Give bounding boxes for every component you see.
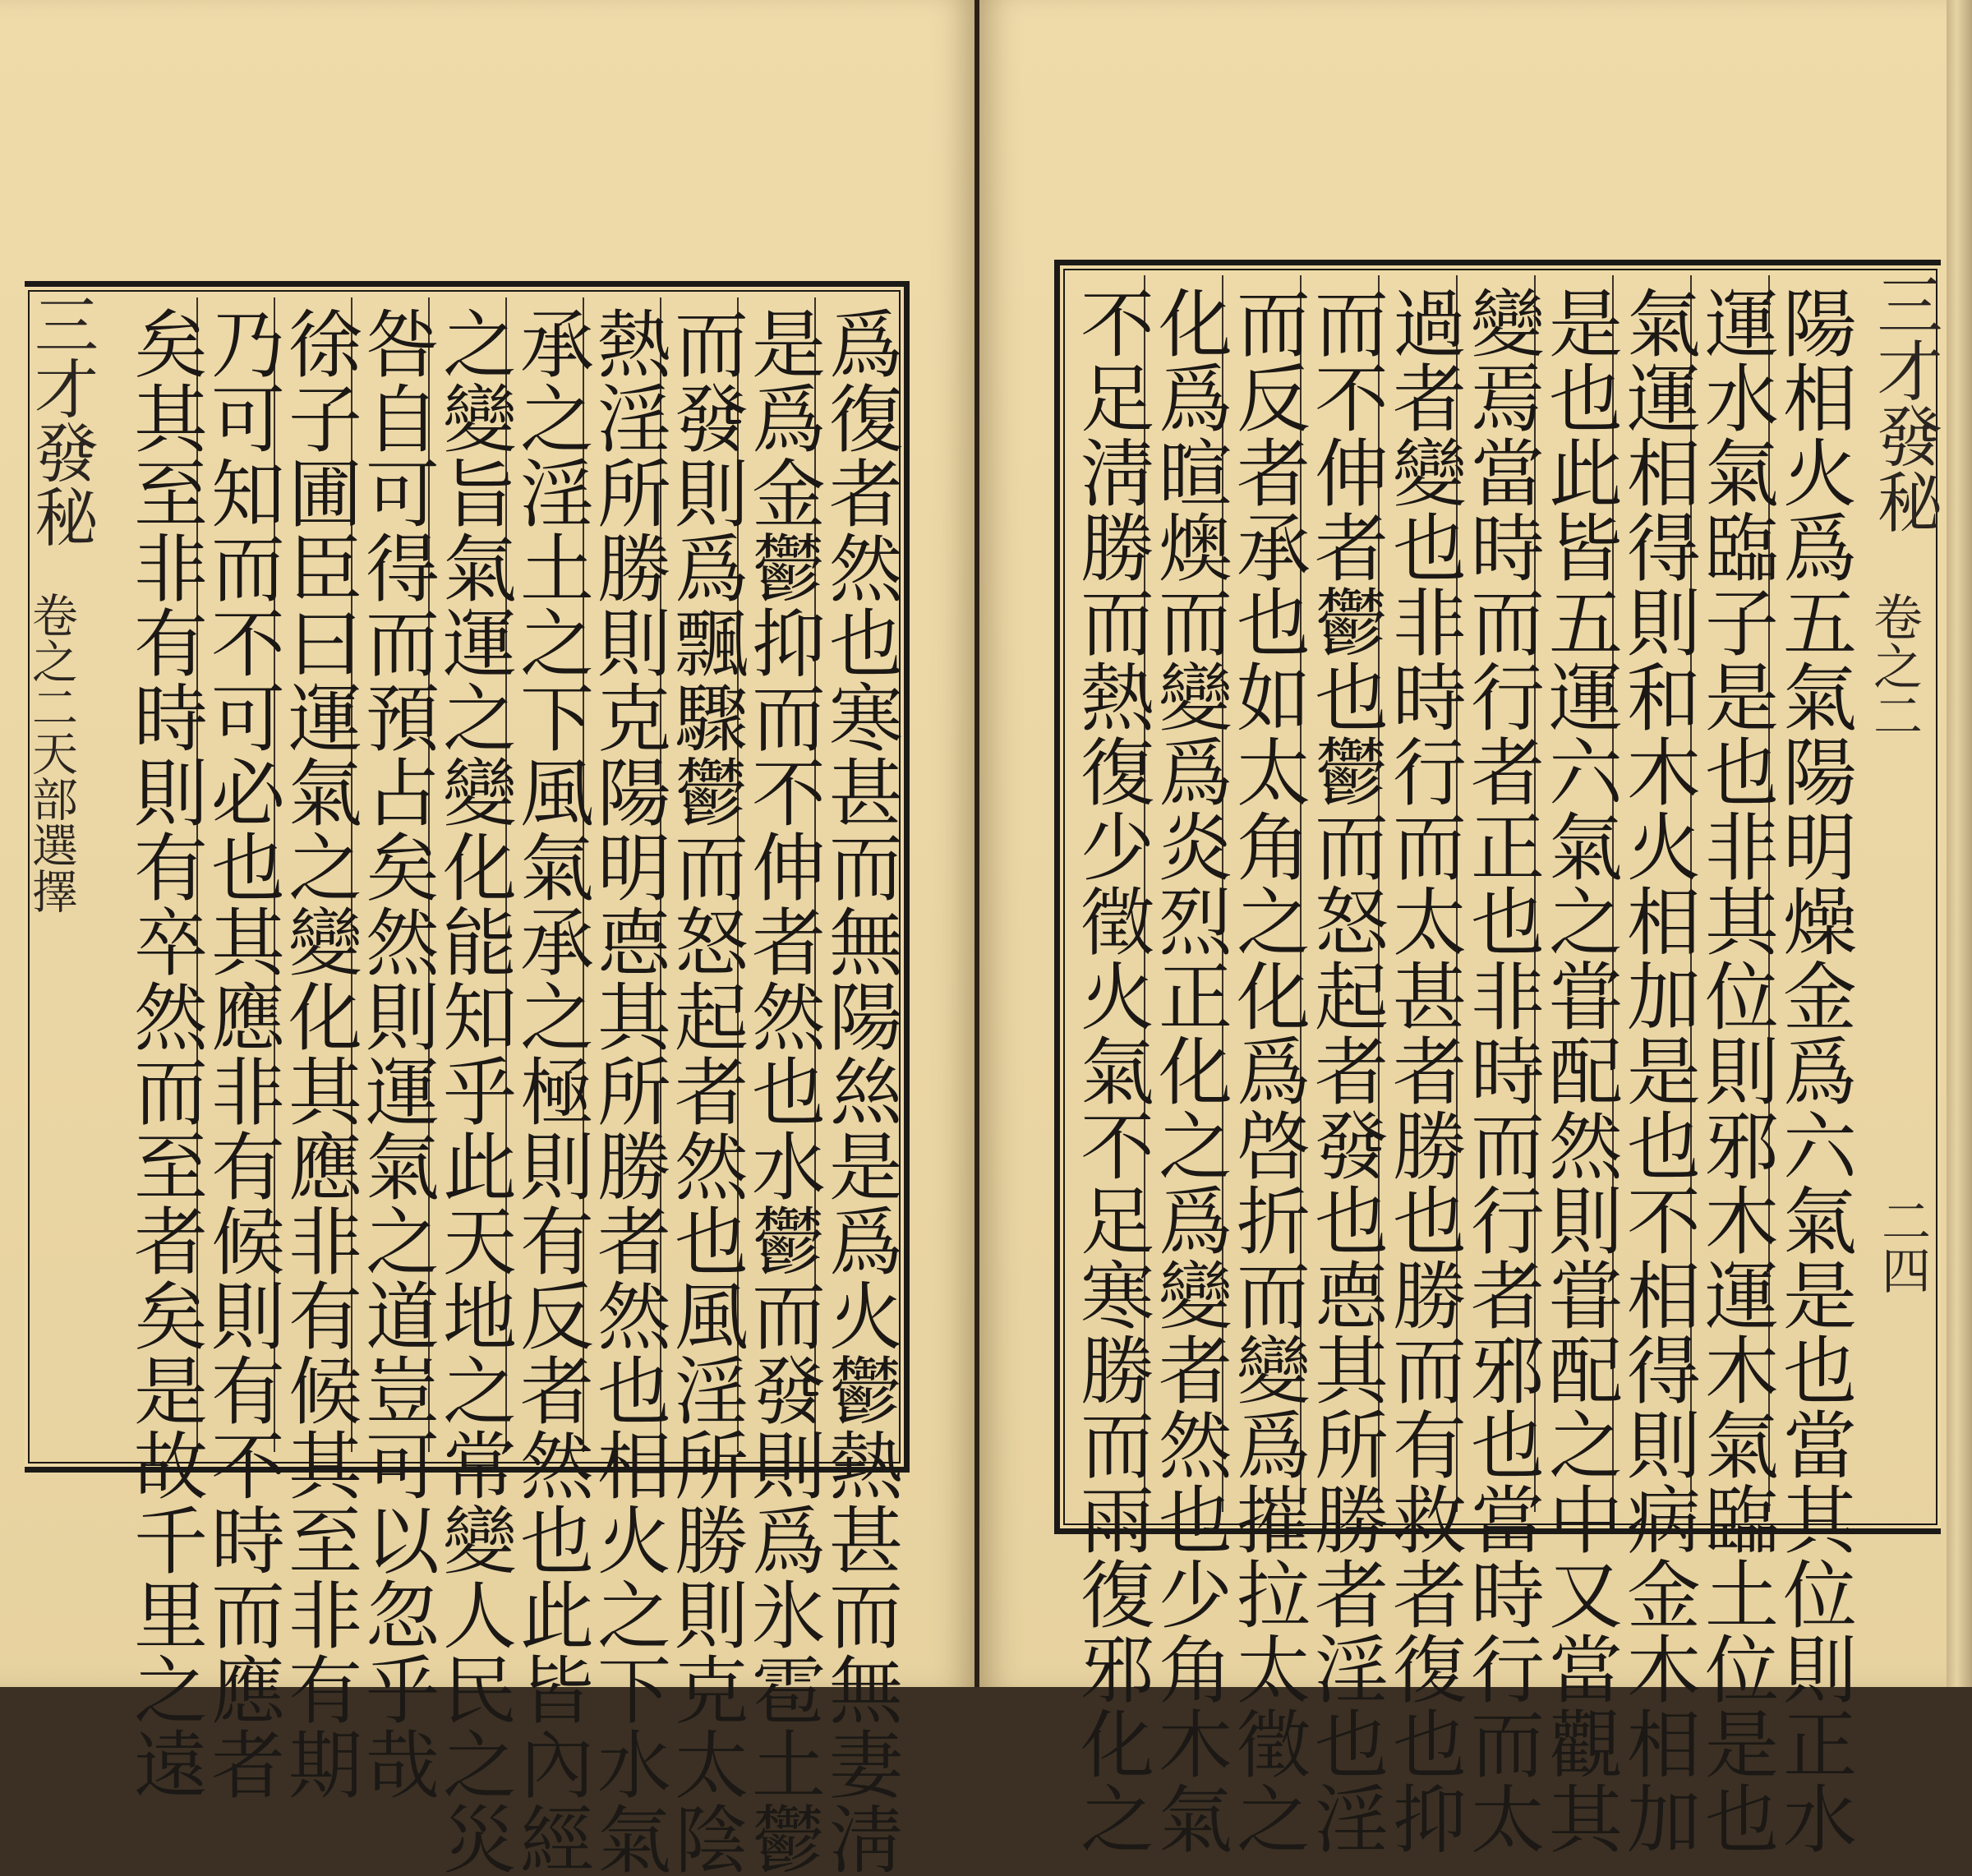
right-page-text-column: 不足淸勝而熱復少徵火氣不足寒勝而雨復邪化之 <box>1067 285 1154 1855</box>
right-page-text-column: 陽相火爲五氣陽明燥金爲六氣是也當其位則正水 <box>1770 285 1856 1855</box>
right-page-text-column: 變焉當時而行者正也非時而行者邪也當時行而太 <box>1458 285 1544 1855</box>
left-page-text-column: 徐子圃臣曰運氣之變化其應非有候其至非有期 <box>275 306 362 1801</box>
right-page <box>979 0 1947 1855</box>
left-page-text-column: 乃可知而不可必也其應非有候則有不時而應者 <box>198 306 284 1801</box>
right-page-text-column: 過者變也非時行而太甚者勝也勝而有救者復也抑 <box>1380 285 1466 1855</box>
left-page-text-column: 咎自可得而預占矣然則運氣之道豈可以忽乎哉 <box>352 306 439 1801</box>
left-page-text-column: 爲復者然也寒甚而無陽𢇁是爲火鬱熱甚而無妻淸 <box>816 306 902 1876</box>
right-page-text-column: 化爲暄燠而變爲炎烈正化之爲變者然也少角木氣 <box>1145 285 1232 1855</box>
left-page-text-column: 之變旨氣運之變化能知乎此天地之常變人民之災 <box>430 306 516 1876</box>
right-margin-title: 三才發秘 <box>1866 271 1942 534</box>
left-page <box>0 0 974 1876</box>
right-page-text-column: 運水氣臨子是也非其位則邪木運木氣臨土位是也 <box>1692 285 1778 1855</box>
left-page-text-column: 矣其至非有時則有卒然而至者矣是故千里之遠 <box>121 306 207 1801</box>
right-margin-subtitle: 卷之二 <box>1865 592 1923 740</box>
left-page-text-column: 承之淫土之下風氣承之極則有反者然也此皆內經 <box>507 306 593 1876</box>
right-page-text-column: 是也此皆五運六氣之甞配然則甞配之中又當觀其 <box>1536 285 1622 1855</box>
book-fore-edge <box>1947 0 1972 1687</box>
right-page-text-column: 氣運相得則和木火相加是也不相得則病金木相加 <box>1614 285 1700 1855</box>
left-page-text-column: 熱淫所勝則克陽明㥁其所勝者然也相火之下水氣 <box>584 306 670 1876</box>
left-margin-title: 三才發秘 <box>24 292 98 548</box>
right-page-text-column: 而反者承也如太角之化爲啓折而變爲摧拉太徵之 <box>1223 285 1310 1855</box>
left-page-text-column: 是爲金鬱抑而不伸者然也水鬱而發則爲氷雹土鬱 <box>739 306 825 1876</box>
right-page-text-column: 而不伸者鬱也鬱而怒起者發也㥁其所勝者淫也淫 <box>1302 285 1388 1855</box>
right-page-number: 二四 <box>1873 1196 1931 1294</box>
left-margin-subtitle: 卷之二天部選擇 <box>25 592 78 914</box>
left-page-text-column: 而發則爲飄驟鬱而怒起者然也風淫所勝則克太陰 <box>661 306 748 1876</box>
